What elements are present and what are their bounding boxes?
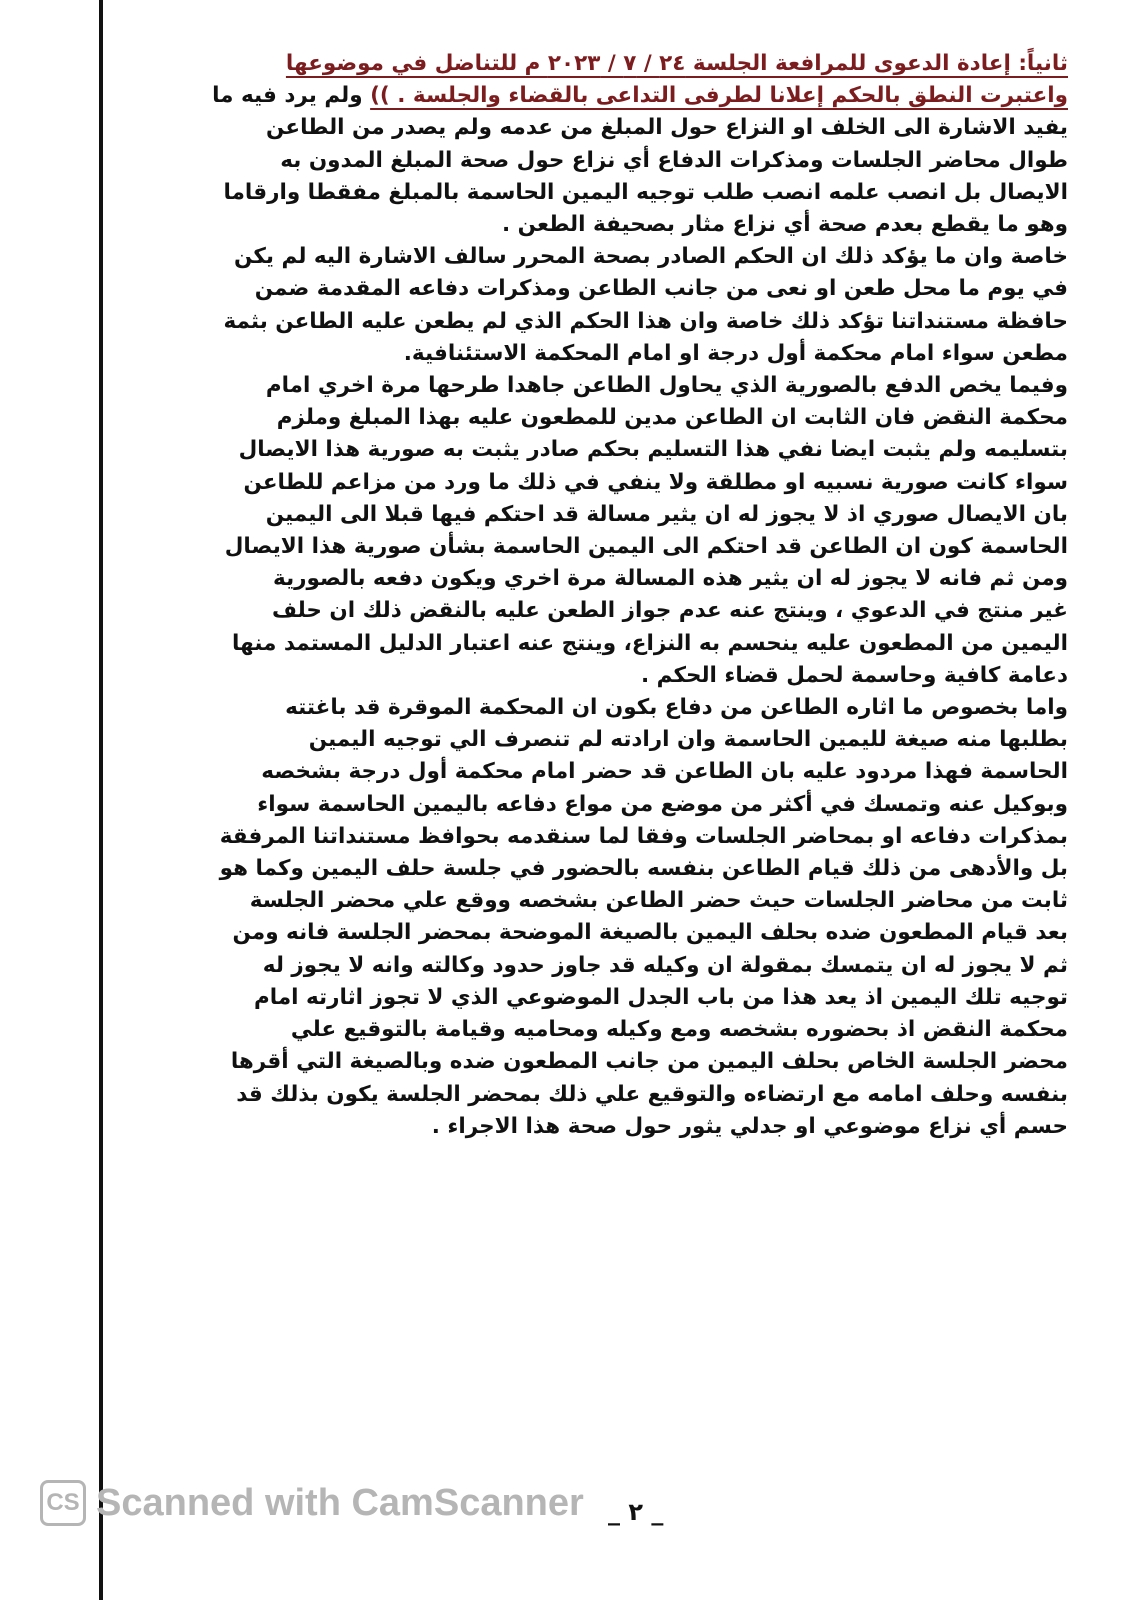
text-line: ومن ثم فانه لا يجوز له ان يثير هذه المسالة مرة اخري ويكون دفعه بالصورية: [273, 566, 1068, 592]
text-line: بعد قيام المطعون ضده بحلف اليمين بالصيغة الموضحة بمحضر الجلسة فانه ومن: [232, 920, 1068, 946]
text-line: بطلبها منه صيغة لليمين الحاسمة وان ارادته لم تنصرف الي توجيه اليمين: [308, 727, 1068, 753]
text-line: سواء كانت صورية نسبيه او مطلقة ولا ينفي في ذلك ما ورد من مزاعم للطاعن: [243, 469, 1068, 495]
text-line: بان الايصال صوري اذ لا يجوز له ان يثير مسالة قد احتكم فيها قبلا الى اليمين: [265, 501, 1068, 527]
text-line: الحاسمة كون ان الطاعن قد احتكم الى اليمين الحاسمة بشأن صورية هذا الايصال: [224, 534, 1068, 560]
text-line: ثابت من محاضر الجلسات حيث حضر الطاعن بشخصه ووقع علي محضر الجلسة: [249, 888, 1068, 914]
text-line: دعامة كافية وحاسمة لحمل قضاء الحكم .: [640, 662, 1068, 688]
watermark-text: Scanned with CamScanner: [96, 1481, 584, 1524]
margin-rule: [99, 0, 103, 1600]
text-line: حسم أي نزاع موضوعي او جدلي يثور حول صحة هذا الاجراء .: [431, 1113, 1068, 1139]
text-line: طوال محاضر الجلسات ومذكرات الدفاع أي نزاع حول صحة المبلغ المدون به: [280, 147, 1068, 173]
text-line: واما بخصوص ما اثاره الطاعن من دفاع بكون ان المحكمة الموقرة قد باغتته: [285, 695, 1068, 721]
heading-line-2-rest: ولم يرد فيه ما: [212, 83, 371, 109]
text-line: وفيما يخص الدفع بالصورية الذي يحاول الطاعن جاهدا طرحها مرة اخري امام: [265, 373, 1068, 399]
text-line: وبوكيل عنه وتمسك في أكثر من موضع من مواع دفاعه باليمين الحاسمة سواء: [257, 791, 1068, 817]
document-body: [112, 48, 1068, 1143]
heading-line-2-underlined: واعتبرت النطق بالحكم إعلانا لطرفى التداعى بالقضاء والجلسة . )): [370, 83, 1068, 109]
text-line: وهو ما يقطع بعدم صحة أي نزاع مثار بصحيفة الطعن .: [501, 212, 1068, 238]
text-line: غير منتج في الدعوي ، وينتج عنه عدم جواز الطعن عليه بالنقض ذلك ان حلف: [272, 598, 1068, 624]
text-line: بنفسه وحلف امامه مع ارتضاءه والتوقيع علي ذلك بمحضر الجلسة يكون بذلك قد: [236, 1081, 1068, 1107]
text-line: حافظة مستنداتنا تؤكد ذلك خاصة وان هذا الحكم الذي لم يطعن عليه الطاعن بثمة: [223, 308, 1068, 334]
text-line: في يوم ما محل طعن او نعى من جانب الطاعن ومذكرات دفاعه المقدمة ضمن: [254, 276, 1068, 302]
text-line: محكمة النقض اذ بحضوره بشخصه ومع وكيله ومحاميه وقيامة بالتوقيع علي: [290, 1017, 1068, 1043]
text-line: الايصال بل انصب علمه انصب طلب توجيه اليمين الحاسمة بالمبلغ مفقطا وارقاما: [223, 179, 1068, 205]
paragraph-1: [112, 112, 1068, 241]
paragraph-2: [112, 241, 1068, 370]
text-line: اليمين من المطعون عليه ينحسم به النزاع، وينتج عنه اعتبار الدليل المستمد منها: [232, 630, 1068, 656]
paragraph-4: [112, 692, 1068, 1143]
text-line: محكمة النقض فان الثابت ان الطاعن مدين للمطعون عليه بهذا المبلغ وملزم: [276, 405, 1068, 431]
heading-line-2: [112, 80, 1068, 112]
heading-line-1: ثانياً: إعادة الدعوى للمرافعة الجلسة ٢٤ / ٧ / ٢٠٢٣ م للتناضل في موضوعها: [285, 51, 1068, 76]
text-line: ثم لا يجوز له ان يتمسك بمقولة ان وكيله قد جاوز حدود وكالته وانه لا يجوز له: [262, 952, 1068, 978]
text-line: الحاسمة فهذا مردود عليه بان الطاعن قد حضر امام محكمة أول درجة بشخصه: [261, 759, 1068, 785]
page-number: _ ٢ _: [608, 1498, 664, 1526]
text-line: توجيه تلك اليمين اذ يعد هذا من باب الجدل الموضوعي الذي لا تجوز اثارته امام: [254, 984, 1068, 1010]
paragraph-3: [112, 370, 1068, 692]
text-line: بتسليمه ولم يثبت ايضا نفي هذا التسليم بحكم صادر يثبت به صورية هذا الايصال: [238, 437, 1068, 463]
text-line: بل والأدهى من ذلك قيام الطاعن بنفسه بالحضور في جلسة حلف اليمين وكما هو: [219, 856, 1068, 882]
text-line: مطعن سواء امام محكمة أول درجة او امام المحكمة الاستئنافية.: [403, 340, 1068, 366]
text-line: خاصة وان ما يؤكد ذلك ان الحكم الصادر بصحة المحرر سالف الاشارة اليه لم يكن: [234, 244, 1068, 270]
camscanner-watermark: [40, 1480, 584, 1526]
text-line: بمذكرات دفاعه او بمحاضر الجلسات وفقا لما سنقدمه بحوافظ مستنداتنا المرفقة: [219, 823, 1068, 849]
camscanner-logo-icon: CS: [40, 1480, 86, 1526]
text-line: محضر الجلسة الخاص بحلف اليمين من جانب المطعون ضده وبالصيغة التي أقرها: [230, 1049, 1068, 1075]
text-line: يفيد الاشارة الى الخلف او النزاع حول المبلغ من عدمه ولم يصدر من الطاعن: [266, 115, 1068, 141]
